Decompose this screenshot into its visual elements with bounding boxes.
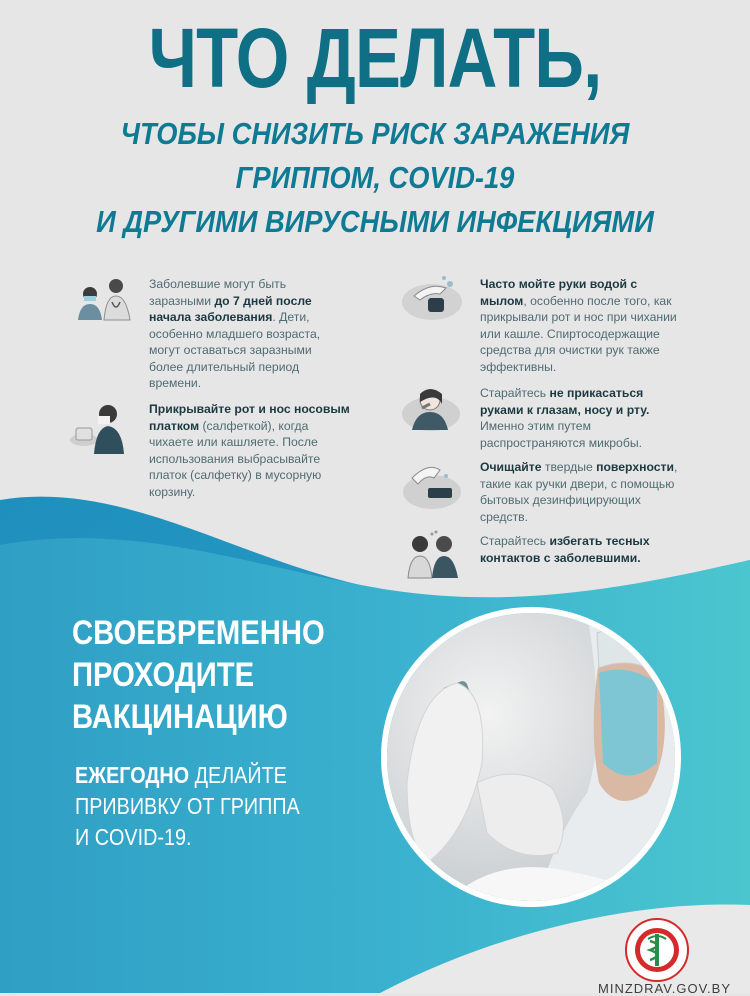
tip-contacts-text: Старайтесь избегать тесных контактов с заболевшими. xyxy=(480,534,650,565)
vaccination-heading-3: ВАКЦИНАЦИЮ xyxy=(72,698,288,736)
tip-surfaces xyxy=(480,459,680,525)
ministry-logo xyxy=(624,917,690,983)
page-subtitle xyxy=(0,112,750,244)
vaccination-heading-1: СВОЕВРЕМЕННО xyxy=(72,614,325,652)
tip-surfaces-text: Очищайте твердые поверхности, такие как ручки двери, с помощью бытовых дезинфицирующих средств. xyxy=(480,460,678,524)
tip-contagious xyxy=(149,276,349,392)
page-title: ЧТО ДЕЛАТЬ, xyxy=(148,11,602,105)
vaccination-text: ЕЖЕГОДНО ДЕЛАЙТЕ ПРИВИВКУ ОТ ГРИППА И COVID-19. xyxy=(75,762,300,850)
vaccination-block xyxy=(72,612,392,853)
subtitle-line-3: И ДРУГИМИ ВИРУСНЫМИ ИНФЕКЦИЯМИ xyxy=(96,204,654,239)
vaccination-heading-2: ПРОХОДИТЕ xyxy=(72,656,255,694)
tip-face-text: Старайтесь не прикасаться руками к глазам, носу и рту. Именно этим путем распространяются микробы. xyxy=(480,386,650,450)
sneeze-icon xyxy=(68,400,128,456)
face-touch-icon xyxy=(400,382,462,432)
subtitle-line-1: ЧТОБЫ СНИЗИТЬ РИСК ЗАРАЖЕНИЯ xyxy=(120,116,630,151)
doctor-patient-icon xyxy=(72,272,136,324)
tip-face xyxy=(480,385,680,451)
website-url: MINZDRAV.GOV.BY xyxy=(598,981,731,996)
tip-contagious-text: Заболевшие могут быть заразными до 7 дней после начала заболевания. Дети, особенно младшего возраста, могут оставаться заразными более длительный период времени. xyxy=(149,277,321,390)
tip-wash xyxy=(480,276,680,375)
tip-cover xyxy=(149,401,354,500)
hand-wash-icon xyxy=(400,270,464,322)
subtitle-line-2: ГРИППОМ, COVID-19 xyxy=(235,160,515,195)
tip-wash-text: Часто мойте руки водой с мылом, особенно после того, как прикрывали рот и нос при чихании или кашле. Спиртосодержащие средства для очистки рук также эффективны. xyxy=(480,277,677,374)
vaccination-photo xyxy=(381,607,681,907)
tip-contacts xyxy=(480,533,680,566)
spray-icon xyxy=(400,458,462,510)
tip-cover-text: Прикрывайте рот и нос носовым платком (салфеткой), когда чихаете или кашляете. После использования выбрасывайте платок (салфетку) в мусорную корзину. xyxy=(149,402,350,499)
vaccination-annually: ЕЖЕГОДНО xyxy=(75,762,190,788)
people-contact-icon xyxy=(402,528,462,580)
